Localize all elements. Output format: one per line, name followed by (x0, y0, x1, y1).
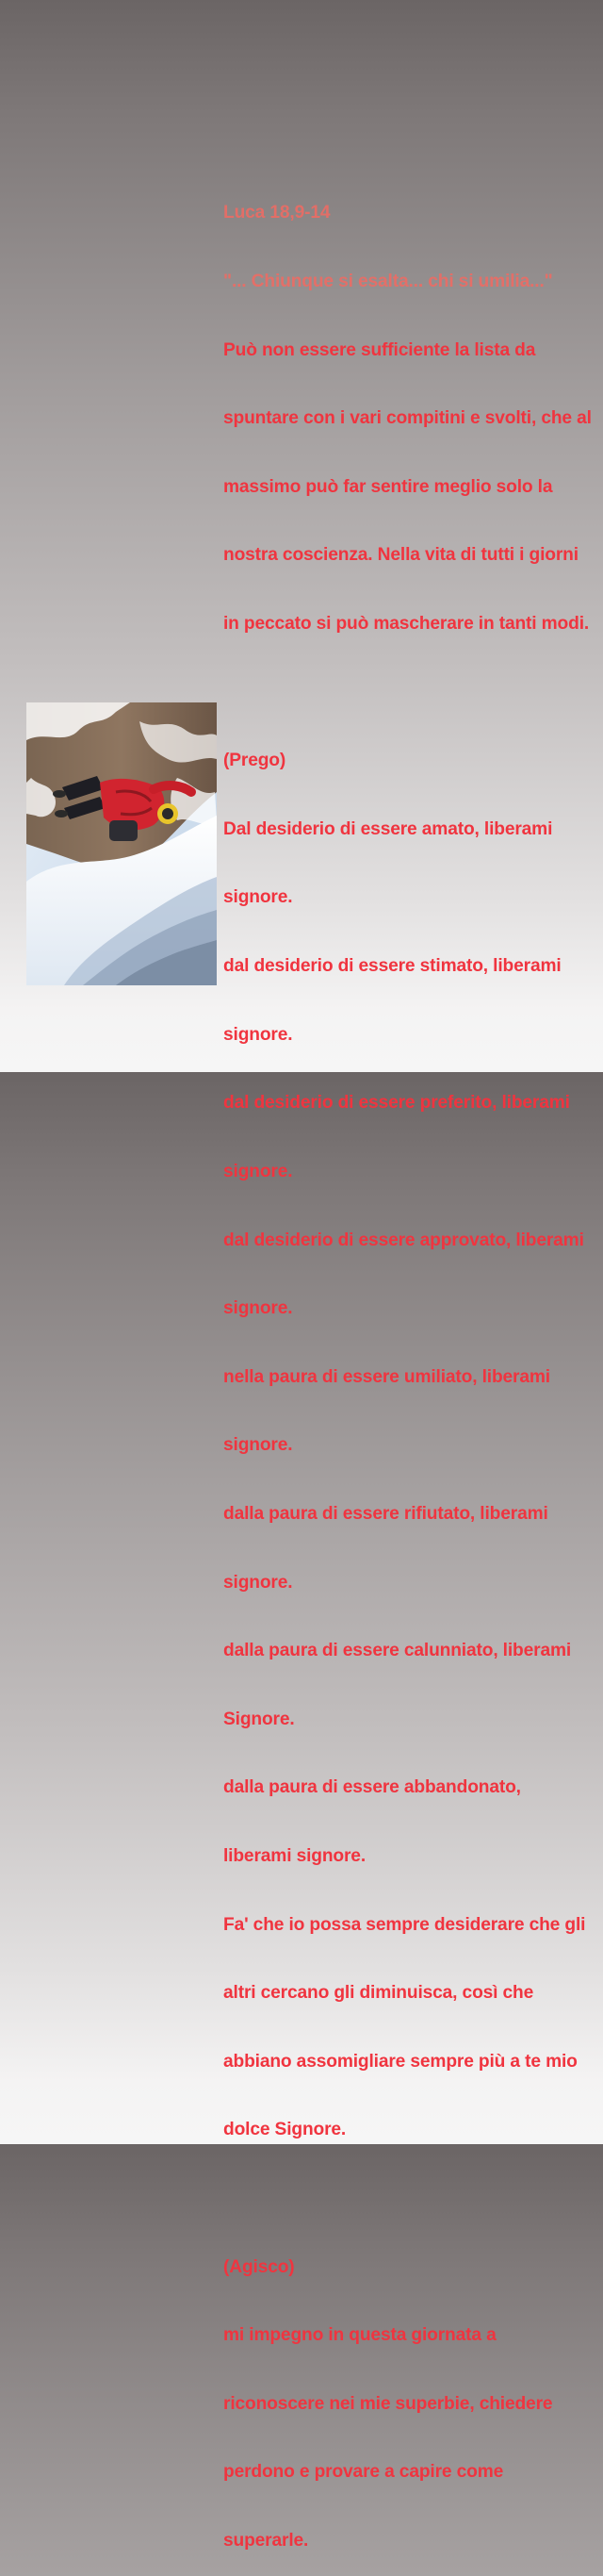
text-line: altri cercano gli diminuisca, così che (223, 1983, 534, 2004)
section-heading-agisco: (Agisco) (223, 2256, 295, 2277)
text-line: in peccato si può mascherare in tanti modi. (223, 614, 590, 635)
text-line: spuntare con i vari compitini e svolti, che al (223, 408, 592, 429)
text-line: dalla paura di essere abbandonato, (223, 1777, 521, 1798)
scripture-quote: "... Chiunque si esalta... chi si umilia..." (223, 272, 553, 292)
text-line: dalla paura di essere calunniato, liberami (223, 1641, 572, 1661)
text-line: Può non essere sufficiente la lista da (223, 339, 536, 360)
text-line: dalla paura di essere rifiutato, liberami (223, 1503, 548, 1524)
climber-photo (26, 702, 217, 985)
text-line: nella paura di essere umiliato, liberami (223, 1366, 550, 1387)
text-line: Dal desiderio di essere amato, liberami (223, 818, 553, 839)
text-line: liberami signore. (223, 1846, 366, 1867)
blank-line (223, 682, 602, 704)
climber-photo-illustration (26, 702, 217, 985)
text-line: signore. (223, 1435, 293, 1456)
text-line: mi impegno in questa giornata a (223, 2325, 497, 2346)
text-line: riconoscere nei mie superbie, chiedere (223, 2393, 553, 2414)
text-line: signore. (223, 887, 293, 908)
text-line: signore. (223, 1161, 293, 1181)
text-line: dolce Signore. (223, 2120, 347, 2140)
text-line: dal desiderio di essere stimato, liberami (223, 956, 562, 977)
text-line: nostra coscienza. Nella vita di tutti i giorni (223, 545, 579, 566)
text-line: signore. (223, 1572, 293, 1593)
section-heading-prego: (Prego) (223, 751, 286, 771)
scripture-reference: Luca 18,9-14 (223, 203, 331, 223)
story-text-block (223, 157, 602, 2576)
blank-line (223, 2188, 602, 2210)
text-line: superarle. (223, 2531, 309, 2551)
text-line: perdono e provare a capire come (223, 2462, 504, 2483)
text-line: dal desiderio di essere approvato, liberami (223, 1230, 584, 1250)
text-line: Fa' che io possa sempre desiderare che gli (223, 1914, 586, 1935)
text-line: signore. (223, 1298, 293, 1319)
text-line: massimo può far sentire meglio solo la (223, 476, 553, 497)
text-line: signore. (223, 1024, 293, 1045)
text-line: abbiano assomigliare sempre più a te mio (223, 2051, 578, 2072)
text-line: Signore. (223, 1709, 295, 1729)
text-line: dal desiderio di essere preferito, liberami (223, 1093, 570, 1114)
